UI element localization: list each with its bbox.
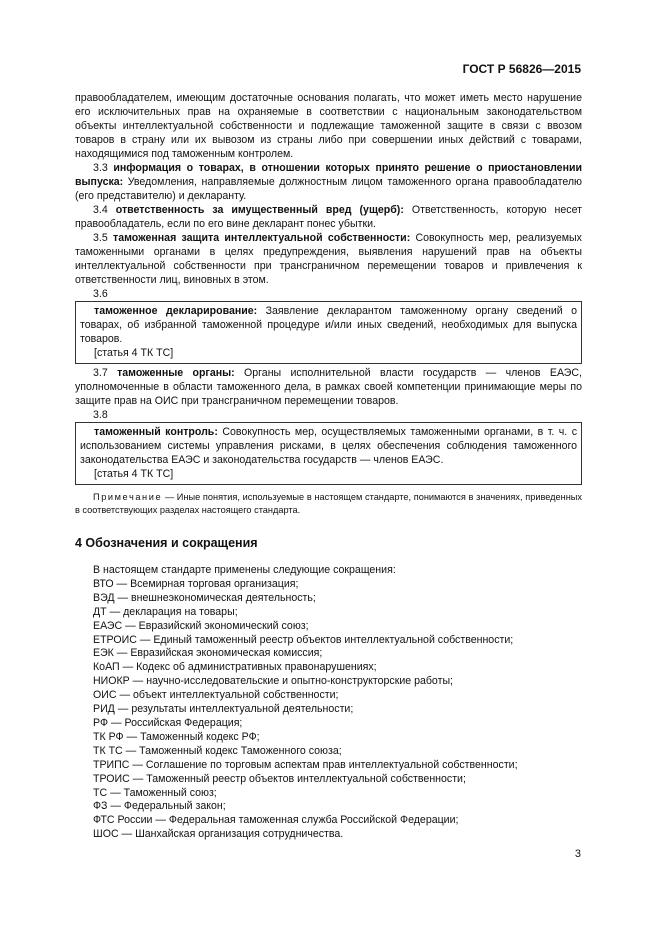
paragraph-3-2-continuation: правообладателем, имеющим достаточные основания полагать, что может иметь место нарушение его исключительных прав на охраняемые в соответствии с национальным законодательством объекты интеллектуальной собственности и подлежащие таможенной защите в связи с ввозом товаров в страну или их вывозом из страны либо при совершении иных действий с товарами, находящимися под таможенным контролем.	[75, 92, 582, 160]
list-item: ТК РФ — Таможенный кодекс РФ;	[93, 730, 260, 743]
source-reference: [статья 4 ТК ТС]	[94, 347, 174, 359]
list-item: ЕТРОИС — Единый таможенный реестр объектов интеллектуальной собственности;	[93, 633, 514, 646]
definition-text: Совокупность мер, реализуемых таможенными органами в целях предупреждения, выявления нарушений прав на объекты интеллектуальной собственности при трансграничном перемещении товаров и привлечения к ответственности лиц, виновных в этом.	[75, 232, 582, 286]
definition-box-3-8	[75, 422, 582, 485]
definition-3-6	[80, 304, 577, 346]
clause-number-3-6: 3.6	[93, 288, 108, 300]
definition-3-3	[75, 161, 582, 203]
definition-text: Заявление декларантом таможенному органу сведений о товарах, об избранной таможенной процедуре и/или иных сведений, необходимых для выпуска товаров.	[80, 305, 578, 345]
list-item: ДТ — декларация на товары;	[93, 605, 238, 618]
document-body	[75, 91, 582, 842]
clause-number: 3.7	[93, 367, 108, 379]
note-text: — Иные понятия, используемые в настоящем стандарте, понимаются в значениях, приведенных в соответствующих разделах настоящего стандарта.	[75, 492, 582, 515]
list-item: ФЗ — Федеральный закон;	[93, 800, 226, 813]
term: таможенные органы:	[117, 367, 235, 379]
abbreviations-list	[75, 578, 582, 842]
abbreviations-intro: В настоящем стандарте применены следующие сокращения:	[93, 564, 396, 576]
definition-text: Совокупность мер, осуществляемых таможенными органами, в т. ч. с использованием системы управления рисками, в целях обеспечения соблюдения таможенного законодательства ЕАЭС и законодательства государств — членов ЕАЭС.	[80, 426, 577, 466]
list-item: ТК ТС — Таможенный кодекс Таможенного союза;	[93, 744, 342, 757]
definition-text: Органы исполнительной власти государств — членов ЕАЭС, уполномоченные в области таможенного дела, в рамках своей компетенции принимающие меры по защите прав на ОИС при трансграничном перемещении товаров.	[75, 367, 582, 407]
list-item: РФ — Российская Федерация;	[93, 716, 243, 729]
section-4-heading: 4 Обозначения и сокращения	[75, 536, 258, 550]
term: таможенное декларирование:	[94, 305, 258, 317]
list-item: ТРИПС — Соглашение по торговым аспектам прав интеллектуальной собственности;	[93, 758, 518, 771]
definition-3-8	[80, 425, 577, 467]
note-label: Примечание	[93, 492, 163, 502]
list-item: ТРОИС — Таможенный реестр объектов интеллектуальной собственности;	[93, 772, 466, 785]
list-item: ВЭД — внешнеэкономическая деятельность;	[93, 591, 316, 604]
document-header: ГОСТ Р 56826—2015	[462, 62, 581, 76]
clause-number-3-8: 3.8	[93, 409, 108, 421]
definition-3-5	[75, 231, 582, 287]
clause-number: 3.3	[93, 162, 108, 174]
source-reference: [статья 4 ТК ТС]	[94, 468, 174, 480]
page-number: 3	[574, 848, 581, 860]
list-item: КоАП — Кодекс об административных правонарушениях;	[93, 661, 377, 674]
term: информация о товарах, в отношении которых принято решение о приостановлении выпуска:	[75, 162, 582, 188]
list-item: ФТС России — Федеральная таможенная служба Российской Федерации;	[93, 814, 459, 827]
list-item: ЕАЭС — Евразийский экономический союз;	[93, 619, 309, 632]
list-item: ВТО — Всемирная торговая организация;	[93, 577, 299, 590]
list-item: ТС — Таможенный союз;	[93, 786, 217, 799]
clause-number: 3.4	[93, 204, 108, 216]
term: таможенная защита интеллектуальной собственности:	[113, 232, 411, 244]
list-item: ЕЭК — Евразийская экономическая комиссия;	[93, 647, 323, 660]
term: таможенный контроль:	[94, 426, 218, 438]
definition-box-3-6	[75, 301, 582, 364]
definition-text: Уведомления, направляемые должностным лицом таможенного органа правообладателю (его представителю) и декларанту.	[75, 176, 582, 202]
list-item: НИОКР — научно-исследовательские и опытно-конструкторские работы;	[93, 675, 453, 688]
list-item: ОИС — объект интеллектуальной собственности;	[93, 689, 339, 702]
list-item: ШОС — Шанхайская организация сотрудничества.	[93, 828, 344, 841]
definition-3-7	[75, 366, 582, 408]
clause-number: 3.5	[93, 232, 108, 244]
note	[75, 491, 582, 516]
definition-3-4	[75, 203, 582, 231]
definition-text: Ответственность, которую несет правообладатель, если по его вине декларант понес убытки.	[75, 204, 582, 230]
list-item: РИД — результаты интеллектуальной деятельности;	[93, 703, 354, 716]
term: ответственность за имущественный вред (ущерб):	[115, 204, 404, 216]
